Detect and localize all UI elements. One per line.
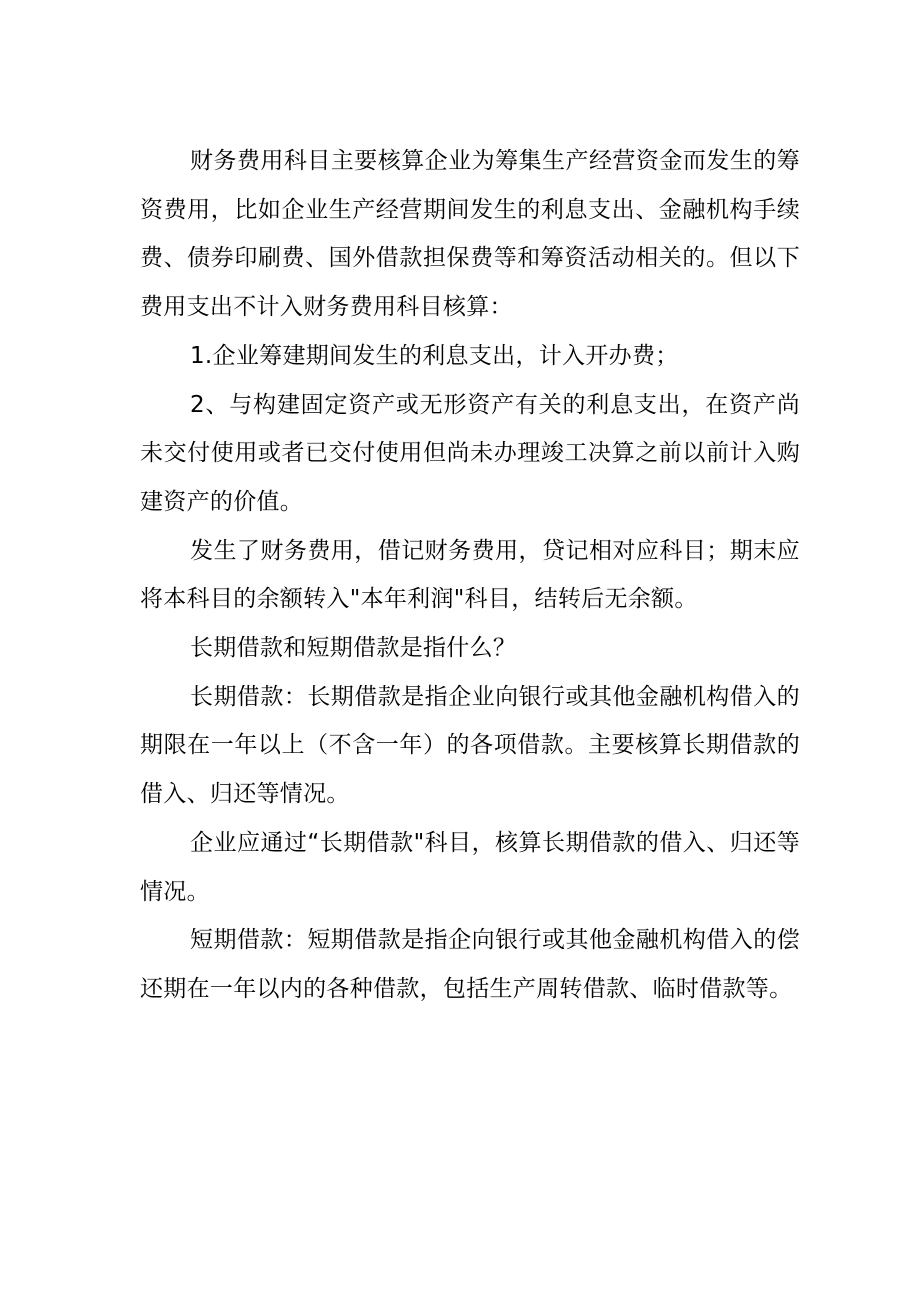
document-body (140, 137, 800, 1014)
paragraph-long-term-loan-definition: 长期借款：长期借款是指企业向银行或其他金融机构借入的期限在一年以上（不含一年）的各项借款。主要核算长期借款的借入、归还等情况。 (140, 683, 800, 808)
paragraph-long-term-loan-account: 企业应通过“长期借款"科目，核算长期借款的借入、归还等情况。 (140, 829, 800, 905)
paragraph-item-1: 1.企业筹建期间发生的利息支出，计入开办费； (190, 342, 679, 369)
paragraph-short-term-loan-definition: 短期借款：短期借款是指企向银行或其他金融机构借入的偿还期在一年以内的各种借款，包括生产周转借款、临时借款等。 (140, 927, 800, 1002)
paragraph-question-heading: 长期借款和短期借款是指什么？ (190, 635, 517, 662)
paragraph-item-2: 2、与构建固定资产或无形资产有关的利息支出，在资产尚未交付使用或者已交付使用但尚未办理竣工决算之前以前计入购建资产的价值。 (140, 391, 800, 515)
paragraph-finance-expense-definition: 财务费用科目主要核算企业为筹集生产经营资金而发生的筹资费用，比如企业生产经营期间发生的利息支出、金融机构手续费、债券印刷费、国外借款担保费等和筹资活动相关的。但以下费用支出不计入财务费用科目核算： (140, 148, 800, 321)
paragraph-accounting-entry: 发生了财务费用，借记财务费用，贷记相对应科目；期末应将本科目的余额转入"本年利润"科目，结转后无余额。 (140, 537, 800, 613)
